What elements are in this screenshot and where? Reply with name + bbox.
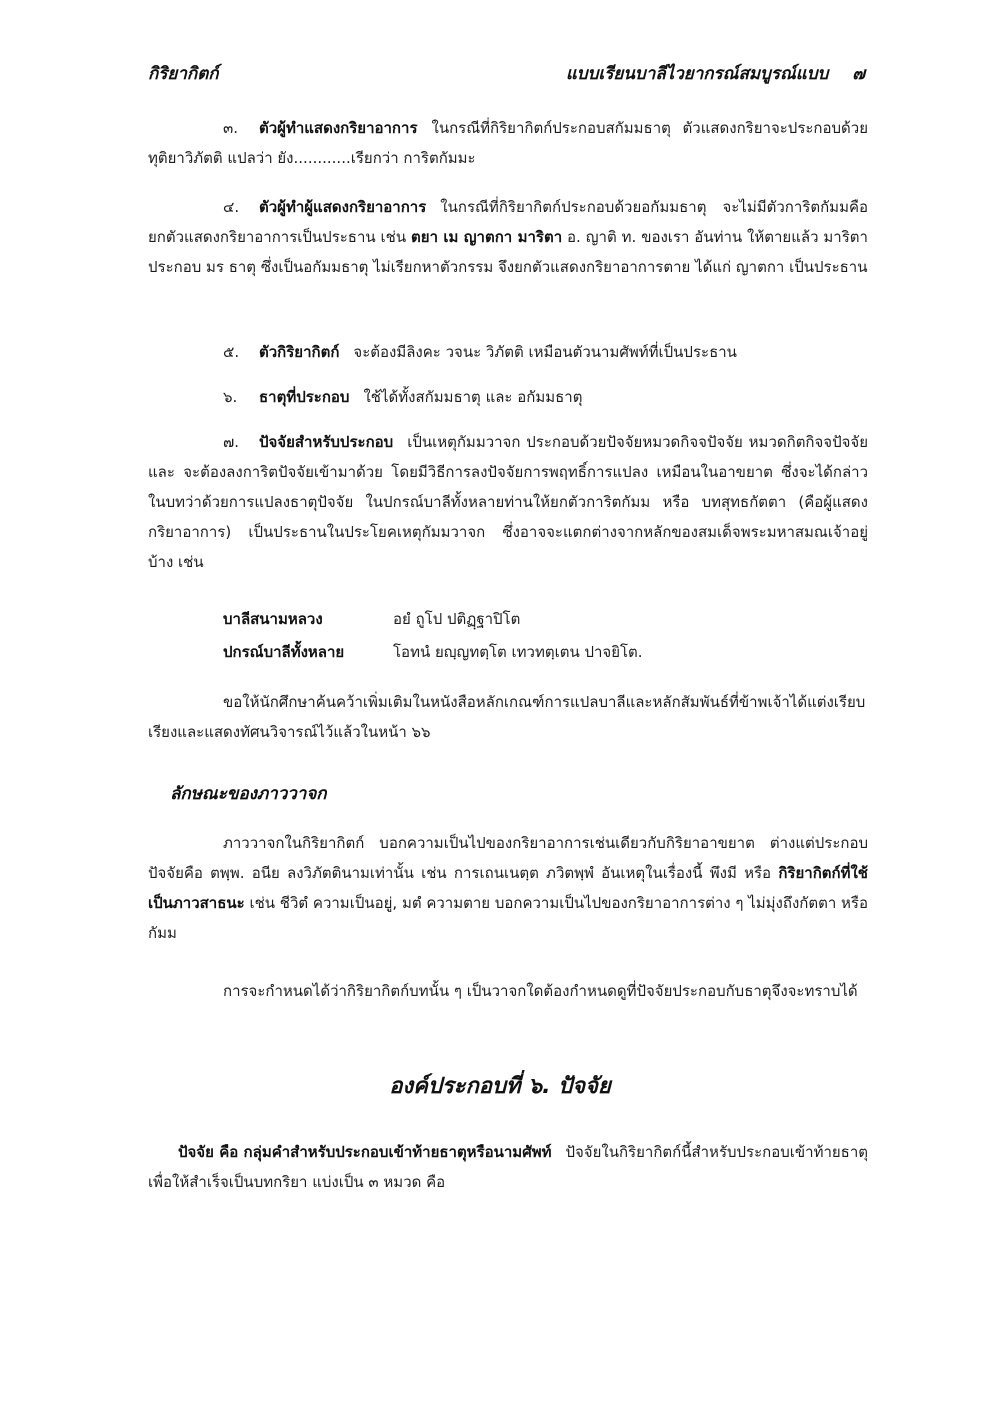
item-number: ๓.	[223, 119, 239, 137]
running-header-title: แบบเรียนบาลีไวยากรณ์สมบูรณ์แบบ	[565, 64, 829, 84]
bhava-text: ภาววาจกในกิริยากิตก์ บอกความเป็นไปของกริยาอาการเช่นเดียวกับกิริยาอาขยาต ต่างแต่ประกอบปัจจัยคือ ตพฺพ. อนีย ลงวิภัตตินามเท่านั้น เช่น การเถนเนตฺต ภวิตพฺพํ อันเหตุในเรื่องนี้ พึงมี หรือ	[148, 834, 868, 882]
definition-bold: ปัจจัย คือ กลุ่มคำสำหรับประกอบเข้าท้ายธาตุหรือนามศัพท์	[178, 1143, 552, 1161]
running-header-left: กิริยากิตก์	[148, 64, 219, 84]
pali-example: ตยา เม ญาตกา มาริตา	[411, 228, 563, 246]
item-title: ธาตุที่ประกอบ	[259, 388, 350, 406]
item-number: ๕.	[223, 343, 240, 361]
bhava-bold: กิริยากิตก์ที่ใช้เป็นภาวสาธนะ	[148, 864, 868, 912]
item-title: ตัวผู้ทำผู้แสดงกริยาอาการ	[259, 198, 427, 216]
bhava-paragraph	[148, 828, 868, 948]
paragraph-item-5	[148, 337, 868, 367]
item-text-continued: อ. ญาติ ท. ของเรา อันท่าน ให้ตายแล้ว มาริตา ประกอบ มร ธาตุ ซึ่งเป็นอกัมมธาตุ ไม่เรียกหาตัวกรรม จึงยกตัวแสดงกริยาอาการตาย ได้แก่ ญาตกา เป็นประธาน	[148, 228, 868, 276]
item-number: ๔.	[223, 198, 240, 216]
conclusion-text: การจะกำหนดได้ว่ากิริยากิตก์บทนั้น ๆ เป็นวาจกใดต้องกำหนดดูที่ปัจจัยประกอบกับธาตุจึงจะทราบได้	[223, 982, 858, 1000]
example-row	[223, 604, 520, 634]
item-text: ในกรณีที่กิริยากิตก์ประกอบด้วยอกัมมธาตุ จะไม่มีตัวการิตกัมมคือ ยกตัวแสดงกริยาอาการเป็นประธาน เช่น	[148, 198, 868, 246]
bhava-text-continued: เช่น ชีวิตํ ความเป็นอยู่, มตํ ความตาย บอกความเป็นไปของกริยาอาการต่าง ๆ ไม่มุ่งถึงกัตตา หรือ กัมม	[148, 894, 868, 942]
item-number: ๖.	[223, 388, 238, 406]
conclusion-paragraph	[148, 976, 868, 1006]
definition-text: ปัจจัยในกิริยากิตก์นี้สำหรับประกอบเข้าท้ายธาตุเพื่อให้สำเร็จเป็นบทกริยา แบ่งเป็น ๓ หมวด คือ	[148, 1143, 868, 1191]
example-label: บาลีสนามหลวง	[223, 610, 323, 628]
item-text: ใช้ได้ทั้งสกัมมธาตุ และ อกัมมธาตุ	[363, 388, 583, 406]
chapter-title: องค์ประกอบที่ ๖. ปัจจัย	[389, 1074, 611, 1099]
section-subheading: ลักษณะของภาววาจก	[170, 784, 327, 804]
paragraph-item-6	[148, 382, 868, 412]
item-title: ตัวผู้ทำแสดงกริยาอาการ	[259, 119, 418, 137]
page-number: ๗	[852, 64, 865, 84]
paragraph-item-7	[148, 427, 868, 577]
item-text: ในกรณีที่กิริยากิตก์ประกอบสกัมมธาตุ ตัวแสดงกริยาจะประกอบด้วยทุติยาวิภัตติ แปลว่า ยัง............เรียกว่า การิตกัมมะ	[148, 119, 868, 167]
item-title: ตัวกิริยากิตก์	[259, 343, 340, 361]
item-number: ๗.	[223, 433, 240, 451]
item-text: จะต้องมีลิงคะ วจนะ วิภัตติ เหมือนตัวนามศัพท์ที่เป็นประธาน	[353, 343, 737, 361]
paragraph-item-4	[148, 192, 868, 282]
note-text: ขอให้นักศึกษาค้นคว้าเพิ่มเติมในหนังสือหลักเกณฑ์การแปลบาลีและหลักสัมพันธ์ที่ข้าพเจ้าได้แต่งเรียบเรียงและแสดงทัศนวิจารณ์ไว้แล้วในหน้า ๖๖	[148, 693, 866, 741]
final-paragraph	[148, 1137, 868, 1197]
example-text: โอทนํ ยญฺญทตฺโต เทวทตฺเตน ปาจยิโต.	[393, 643, 643, 661]
example-text: อยํ ถูโป ปติฏฺฐาปิโต	[393, 610, 521, 628]
item-text: เป็นเหตุกัมมวาจก ประกอบด้วยปัจจัยหมวดกิจจปัจจัย หมวดกิตกิจจปัจจัย และ จะต้องลงการิตปัจจัยเข้ามาด้วย โดยมีวิธีการลงปัจจัยการพฤทธิ์การแปลง เหมือนในอาขยาต ซึ่งจะได้กล่าวในบทว่าด้วยการแปลงธาตุปัจจัย ในปกรณ์บาลีทั้งหลายท่านให้ยกตัวการิตกัมม หรือ บทสุทธกัตตา (คือผู้แสดงกริยาอาการ) เป็นประธานในประโยคเหตุกัมมวาจก ซึ่งอาจจะแตกต่างจากหลักของสมเด็จพระมหาสมณเจ้าอยู่บ้าง เช่น	[148, 433, 868, 571]
running-header-right	[566, 60, 865, 87]
paragraph-item-3	[148, 113, 868, 173]
example-row	[223, 637, 643, 667]
note-paragraph	[148, 687, 868, 747]
item-title: ปัจจัยสำหรับประกอบ	[259, 433, 394, 451]
example-label: ปกรณ์บาลีทั้งหลาย	[223, 643, 345, 661]
